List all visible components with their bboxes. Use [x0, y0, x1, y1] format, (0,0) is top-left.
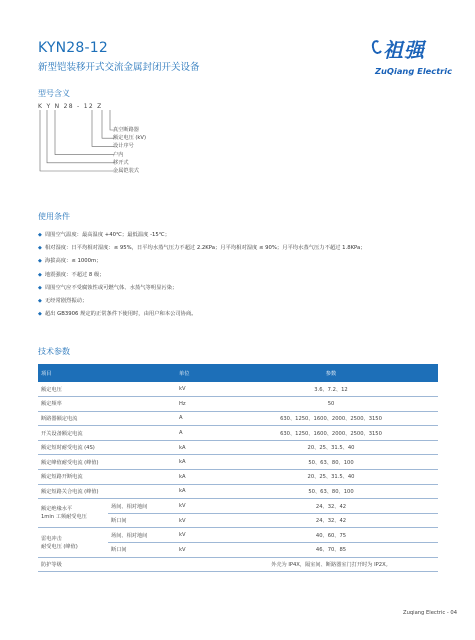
- diamond-bullet-icon: ◆: [38, 311, 42, 318]
- row-unit: kV: [176, 382, 224, 397]
- company-logo: [377, 34, 457, 90]
- diamond-bullet-icon: ◆: [38, 258, 42, 265]
- row-unit: kV: [176, 543, 224, 558]
- row-item: 额定峰值耐受电流 (峰值): [38, 455, 176, 470]
- header-value: 参数: [224, 364, 438, 382]
- row-subitem: 场间、相对地间: [108, 528, 176, 543]
- row-unit: kA: [176, 440, 224, 455]
- condition-item: ◆ 相对湿度：日平均相对湿度：≤ 95%，日平均水蒸气压力不超过 2.2KPa；月平均相对湿度 ≤ 90%；月平均水蒸气压力不超过 1.8KPa；: [38, 245, 366, 252]
- model-label: 金属铠装式: [113, 167, 139, 174]
- page-title: KYN28-12: [38, 40, 108, 56]
- diamond-bullet-icon: ◆: [38, 232, 42, 238]
- row-value: 50、63、80、100: [224, 484, 438, 499]
- row-value: 24、32、42: [224, 499, 438, 514]
- table-row: [38, 397, 438, 412]
- table-row: [38, 484, 438, 499]
- model-label: 额定电压 (kV): [113, 135, 146, 142]
- row-unit: kA: [176, 455, 224, 470]
- header-item: 项目: [38, 364, 176, 382]
- condition-item: ◆ 超出 GB3906 规定的正常条件下使用时，由用户和本公司协商。: [38, 311, 197, 318]
- row-unit: kV: [176, 528, 224, 543]
- row-item: 防护等级: [38, 557, 224, 572]
- row-item-group: [38, 499, 108, 528]
- row-value: 20、25、31.5、40: [224, 440, 438, 455]
- row-item: 额定短路开断电流: [38, 470, 176, 485]
- logo-chinese-text: 祖强: [383, 38, 425, 62]
- row-unit: Hz: [176, 397, 224, 412]
- logo-english-text: ZuQiang Electric: [375, 66, 453, 76]
- group-title: 额定绝缘水平: [41, 506, 73, 513]
- row-subitem: 场间、相对地间: [108, 499, 176, 514]
- row-value: 50: [224, 397, 438, 412]
- row-value: 630、1250、1600、2000、2500、3150: [224, 426, 438, 441]
- model-label: 设计序号: [113, 143, 134, 150]
- model-code: K Y N 28 - 12 Z: [38, 103, 103, 110]
- table-row: [38, 411, 438, 426]
- table-row: [38, 382, 438, 397]
- row-unit: A: [176, 426, 224, 441]
- condition-item: ◆ 周围空气应不受腐蚀性或可燃气体、水蒸气等明显污染；: [38, 284, 178, 291]
- model-label-list: [113, 126, 146, 175]
- conditions-heading: 使用条件: [38, 212, 70, 221]
- condition-item: ◆ 周围空气温度：最高温度 +40℃；最低温度 -15℃；: [38, 232, 171, 238]
- row-unit: kV: [176, 513, 224, 528]
- row-value: 20、25、31.5、40: [224, 470, 438, 485]
- row-item: 额定电压: [38, 382, 176, 397]
- model-label: 真空断路器: [113, 127, 139, 133]
- row-value: 46、70、85: [224, 543, 438, 558]
- diamond-bullet-icon: ◆: [38, 297, 42, 304]
- row-item: 额定短路关合电流 (峰值): [38, 484, 176, 499]
- condition-item: ◆ 无经常剧烈振动；: [38, 297, 88, 304]
- table-header-row: [38, 364, 438, 382]
- group-title: 1min 工频耐受电压: [41, 514, 87, 521]
- row-value: 24、32、42: [224, 513, 438, 528]
- table-row: [38, 455, 438, 470]
- table-row: [38, 557, 438, 572]
- model-label: 移开式: [113, 159, 129, 166]
- page-footer: Zuqiang Electric - 04: [403, 610, 457, 616]
- row-unit: kA: [176, 470, 224, 485]
- row-value: 40、60、75: [224, 528, 438, 543]
- row-value: 630、1250、1600、2000、2500、3150: [224, 411, 438, 426]
- row-unit: kV: [176, 499, 224, 514]
- row-value: 外壳为 IP4X，隔室间、断路器室门打开时为 IP2X。: [224, 557, 438, 572]
- row-unit: A: [176, 411, 224, 426]
- diamond-bullet-icon: ◆: [38, 271, 42, 278]
- diamond-bullet-icon: ◆: [38, 284, 42, 291]
- conditions-list: [38, 229, 458, 321]
- table-row: [38, 528, 438, 543]
- row-subitem: 断口间: [108, 543, 176, 558]
- row-value: 50、63、80、100: [224, 455, 438, 470]
- params-heading: 技术参数: [38, 347, 70, 356]
- row-item: 断路器额定电流: [38, 411, 176, 426]
- row-item-group: [38, 528, 108, 557]
- logo-swoosh-icon: [370, 39, 383, 55]
- condition-item: ◆ 地震强度：不超过 8 级；: [38, 271, 105, 278]
- condition-item: ◆ 海拔高度：≤ 1000m；: [38, 258, 102, 265]
- group-title: 雷电冲击: [41, 535, 62, 542]
- model-heading: 型号含义: [38, 89, 70, 98]
- page-subtitle: 新型铠装移开式交流金属封闭开关设备: [38, 62, 200, 73]
- row-item: 开关设备额定电流: [38, 426, 176, 441]
- params-table: [38, 364, 438, 572]
- row-unit: kA: [176, 484, 224, 499]
- diamond-bullet-icon: ◆: [38, 245, 42, 252]
- table-row: [38, 440, 438, 455]
- model-label: 户内: [113, 151, 124, 158]
- table-row: [38, 470, 438, 485]
- row-item: 额定短时耐受电流 (4S): [38, 440, 176, 455]
- row-subitem: 断口间: [108, 513, 176, 528]
- table-row: [38, 426, 438, 441]
- table-row: [38, 499, 438, 514]
- row-value: 3.6、7.2、12: [224, 382, 438, 397]
- row-item: 额定频率: [38, 397, 176, 412]
- header-unit: 单位: [176, 364, 224, 382]
- group-title: 耐受电压 (峰值): [41, 543, 78, 550]
